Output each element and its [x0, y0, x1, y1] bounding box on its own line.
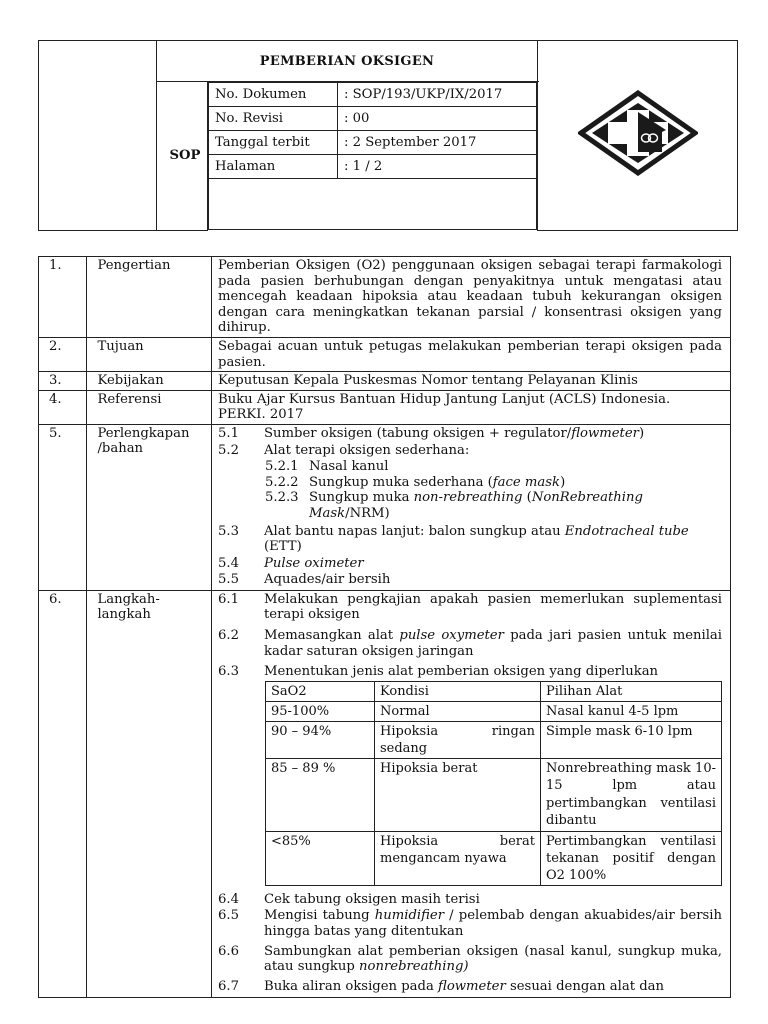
meta-value: : 2 September 2017: [338, 131, 537, 155]
column-header: Kondisi: [375, 681, 541, 701]
item-text: sesuai dengan alat dan: [505, 978, 665, 994]
item-text-italic: humidifier: [374, 908, 445, 924]
list-item: [218, 892, 722, 908]
item-text-italic: pulse oxymeter: [399, 628, 504, 644]
list-item: [218, 664, 722, 680]
section-label: Referensi: [87, 390, 212, 424]
item-text: Sungkup muka: [309, 490, 414, 506]
section-number: 6.: [39, 590, 87, 998]
section-label: Pengertian: [87, 257, 212, 338]
document-title: PEMBERIAN OKSIGEN: [157, 41, 538, 82]
section-label-line: Langkah-: [97, 591, 160, 607]
meta-row-empty: [209, 179, 537, 230]
item-number: 6.6: [218, 943, 239, 959]
table-cell: Hipoksia berat: [375, 758, 541, 831]
document-header: [38, 40, 738, 231]
item-number: 6.4: [218, 891, 239, 907]
table-cell: Pertimbangkan ventilasi tekanan positif dengan O2 100%: [541, 831, 722, 885]
column-header: Pilihan Alat: [541, 681, 722, 701]
meta-row: [209, 107, 537, 131]
section-label-line: /bahan: [97, 441, 144, 457]
section-kebijakan: [39, 372, 731, 391]
item-text-italic: Endotracheal tube: [564, 523, 689, 539]
item-text-italic: nonrebreathing): [359, 959, 469, 975]
table-cell: <85%: [266, 831, 375, 885]
section-pengertian: [39, 257, 731, 338]
table-cell: Normal: [375, 701, 541, 721]
section-perlengkapan: [39, 424, 731, 590]
item-text: /NRM): [345, 505, 390, 521]
meta-value: : SOP/193/UKP/IX/2017: [338, 83, 537, 107]
section-number: 1.: [39, 257, 87, 338]
item-number: 5.1: [218, 425, 239, 441]
section-text: Pemberian Oksigen (O2) penggunaan oksigen sebagai terapi farmakologi pada pasien berhubungan dengan penyakitnya untuk mengatasi atau mencegah keadaan hipoksia atau keadaan tubuh kekurangan oksigen dengan cara meningkatkan tekanan parsial / konsentrasi oksigen yang dihirup.: [212, 257, 731, 338]
item-text: Menentukan jenis alat pemberian oksigen yang diperlukan: [264, 664, 659, 680]
item-text: Aquades/air bersih: [264, 572, 391, 588]
item-text: pada jari pasien untuk menilai kadar saturan oksigen jaringan: [264, 628, 723, 659]
table-row: [266, 758, 722, 831]
list-item: [218, 908, 722, 939]
item-text: Alat terapi oksigen sederhana:: [264, 442, 470, 458]
health-cross-logo-icon: [578, 90, 698, 176]
item-text: Cek tabung oksigen masih terisi: [264, 891, 480, 907]
meta-row: [209, 155, 537, 179]
section-number: 3.: [39, 372, 87, 391]
list-item: [218, 628, 722, 659]
sub-list-item: [265, 475, 722, 491]
item-text: Nasal kanul: [309, 459, 389, 475]
item-text-italic: flowmeter: [438, 978, 506, 994]
list-item: [218, 443, 722, 459]
oxygen-device-table: [265, 681, 722, 886]
list-item: [218, 556, 722, 572]
table-cell: 90 – 94%: [266, 721, 375, 758]
column-header: SaO2: [266, 681, 375, 701]
section-langkah: [39, 590, 731, 998]
meta-table: [208, 82, 537, 230]
meta-row: [209, 131, 537, 155]
sub-list-item: [265, 459, 722, 475]
item-text-italic: flowmeter: [571, 425, 639, 441]
header-empty-cell: [39, 41, 157, 231]
item-text-italic: non-rebreathing: [413, 490, 523, 506]
item-text: Alat bantu napas lanjut: balon sungkup atau: [264, 523, 565, 539]
section-number: 4.: [39, 390, 87, 424]
item-text: Mengisi tabung: [264, 908, 375, 924]
section-label-line: Perlengkapan: [97, 425, 190, 441]
section-content: [212, 590, 731, 998]
item-text: Memasangkan alat: [264, 628, 400, 644]
section-tujuan: [39, 337, 731, 371]
meta-key: Halaman: [209, 155, 338, 179]
section-label-line: langkah: [97, 607, 151, 623]
item-number: 6.1: [218, 591, 239, 607]
item-text: Buka aliran oksigen pada: [264, 978, 439, 994]
meta-key: No. Revisi: [209, 107, 338, 131]
item-text: Sungkup muka sederhana (: [309, 474, 493, 490]
section-label: Tujuan: [87, 337, 212, 371]
meta-value: : 1 / 2: [338, 155, 537, 179]
item-text: (ETT): [264, 539, 302, 555]
list-item: [218, 524, 722, 555]
table-cell: Hipoksia berat mengancam nyawa: [375, 831, 541, 885]
section-number: 2.: [39, 337, 87, 371]
item-text: (: [522, 490, 532, 506]
table-cell: 85 – 89 %: [266, 758, 375, 831]
meta-key: No. Dokumen: [209, 83, 338, 107]
section-text: Keputusan Kepala Puskesmas Nomor tentang Pelayanan Klinis: [212, 372, 731, 391]
item-text: Sambungkan alat pemberian oksigen (nasal kanul, sungkup muka, atau sungkup: [264, 943, 722, 975]
table-row: [266, 831, 722, 885]
item-text: ): [560, 474, 566, 490]
item-text-italic: NonRebreathing Mask: [309, 490, 643, 521]
item-text: Sumber oksigen (tabung oksigen + regulator/: [264, 425, 572, 441]
item-text: / pelembab dengan akuabides/air bersih hingga batas yang ditentukan: [264, 908, 722, 940]
table-cell: Nasal kanul 4-5 lpm: [541, 701, 722, 721]
item-number: 5.2.3: [265, 490, 299, 506]
table-cell: Hipoksia ringan sedang: [375, 721, 541, 758]
table-cell: Nonrebreathing mask 10-15 lpm atau pertimbangkan ventilasi dibantu: [541, 758, 722, 831]
item-number: 5.4: [218, 555, 239, 571]
meta-row: [209, 83, 537, 107]
sop-content-table: [38, 256, 731, 998]
list-item: [218, 572, 722, 588]
list-item: [218, 944, 722, 975]
item-number: 6.5: [218, 908, 239, 924]
item-number: 5.2.2: [265, 474, 299, 490]
table-row: [266, 701, 722, 721]
list-item: [218, 979, 722, 995]
item-text: Melakukan pengkajian apakah pasien memerlukan suplementasi terapi oksigen: [264, 591, 722, 623]
section-label: [87, 424, 212, 590]
list-item: [218, 426, 722, 442]
item-number: 5.5: [218, 572, 239, 588]
section-text: Sebagai acuan untuk petugas melakukan pemberian terapi oksigen pada pasien.: [212, 337, 731, 371]
item-number: 5.3: [218, 523, 239, 539]
sop-label: SOP: [157, 82, 208, 231]
table-cell: Simple mask 6-10 lpm: [541, 721, 722, 758]
table-row: [266, 721, 722, 758]
meta-value: : 00: [338, 107, 537, 131]
item-number: 6.2: [218, 628, 239, 644]
meta-container: [208, 82, 538, 231]
section-label: [87, 590, 212, 998]
table-cell: 95-100%: [266, 701, 375, 721]
item-text-italic: Pulse oximeter: [264, 555, 364, 571]
logo-cell: [538, 41, 738, 231]
item-number: 5.2.1: [265, 459, 299, 475]
section-label: Kebijakan: [87, 372, 212, 391]
section-referensi: [39, 390, 731, 424]
meta-key: Tanggal terbit: [209, 131, 338, 155]
item-number: 5.2: [218, 442, 239, 458]
section-text: Buku Ajar Kursus Bantuan Hidup Jantung Lanjut (ACLS) Indonesia. PERKI. 2017: [212, 390, 731, 424]
meta-empty-cell: [209, 179, 537, 230]
item-text: ): [638, 425, 645, 441]
sub-list-item: [265, 490, 722, 521]
section-content: [212, 424, 731, 590]
item-number: 6.7: [218, 978, 239, 994]
item-text-italic: face mask: [492, 474, 561, 490]
item-number: 6.3: [218, 664, 239, 680]
list-item: [218, 592, 722, 623]
section-number: 5.: [39, 424, 87, 590]
table-header-row: [266, 681, 722, 701]
